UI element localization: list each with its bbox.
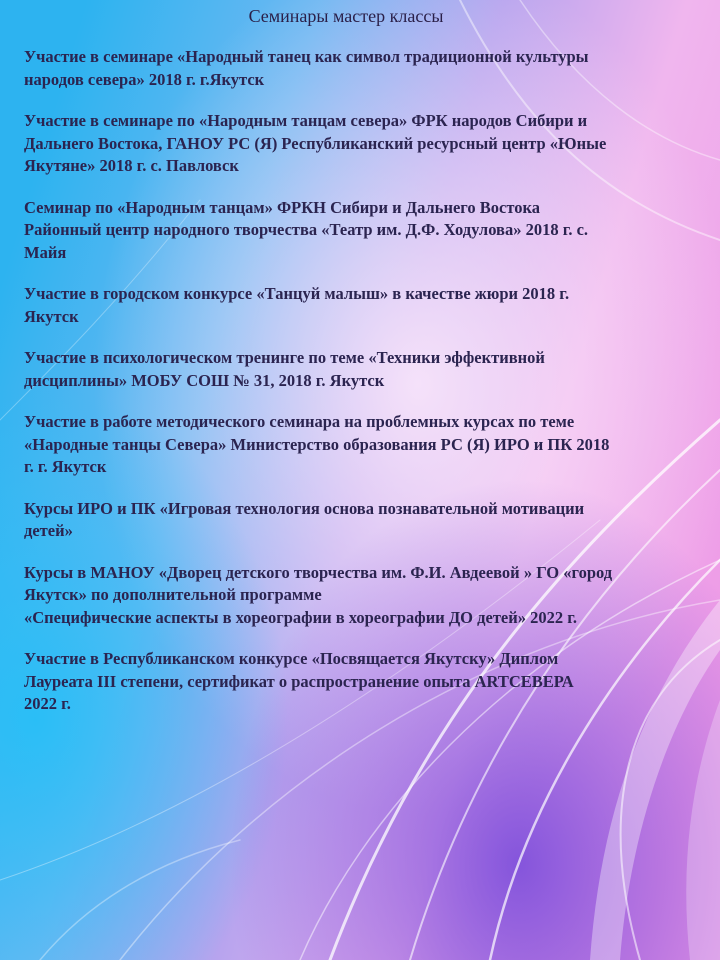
- item-line: «Специфические аспекты в хореографии в хореографии ДО детей» 2022 г.: [24, 607, 578, 627]
- item-line: Участие в семинаре «Народный танец как символ традиционной культуры: [24, 47, 589, 66]
- item-line: дисциплины» МОБУ СОШ № 31, 2018 г. Якутск: [24, 370, 385, 390]
- item-line: Курсы ИРО и ПК «Игровая технология основа познавательной мотивации: [24, 498, 585, 518]
- item-line: Районный центр народного творчества «Театр им. Д.Ф. Ходулова» 2018 г. с.: [24, 220, 589, 239]
- item-line: Якутск: [24, 306, 79, 326]
- item-line: Участие в семинаре по «Народным танцам севера» ФРК народов Сибири и: [24, 111, 588, 130]
- item-line: Участие в Республиканском конкурсе «Посвящается Якутску» Диплом: [24, 649, 559, 668]
- list-item: [24, 562, 696, 630]
- item-line: Якутск» по дополнительной программе: [24, 585, 322, 604]
- item-line: Участие в психологическом тренинге по теме «Техники эффективной: [24, 348, 545, 367]
- item-line: Участие в городском конкурсе «Танцуй малыш» в качестве жюри 2018 г.: [24, 284, 570, 303]
- page-title: Семинары мастер классы: [248, 6, 444, 26]
- item-line: Курсы в МАНОУ «Дворец детского творчества им. Ф.И. Авдеевой » ГО «город: [24, 562, 613, 582]
- list-item: [24, 347, 696, 392]
- item-line: Лауреата III степени, сертификат о распространение опыта ARTСЕВЕРА: [24, 671, 574, 691]
- item-line: Дальнего Востока, ГАНОУ РС (Я) Республиканский ресурсный центр «Юные: [24, 133, 607, 153]
- item-line: Семинар по «Народным танцам» ФРКН Сибири и Дальнего Востока: [24, 197, 540, 217]
- item-line: Участие в работе методического семинара на проблемных курсах по теме: [24, 412, 575, 431]
- item-line: 2022 г.: [24, 694, 71, 713]
- list-item: [24, 283, 696, 328]
- item-line: детей»: [24, 521, 73, 540]
- item-line: народов севера» 2018 г. г.Якутск: [24, 69, 265, 89]
- item-line: г. г. Якутск: [24, 457, 107, 476]
- seminar-list: [24, 46, 696, 735]
- item-line: Якутяне» 2018 г. с. Павловск: [24, 156, 239, 175]
- list-item: [24, 197, 696, 265]
- list-item: [24, 498, 696, 543]
- list-item: [24, 110, 696, 178]
- item-line: «Народные танцы Севера» Министерство образования РС (Я) ИРО и ПК 2018: [24, 434, 610, 454]
- list-item: [24, 46, 696, 91]
- list-item: [24, 411, 696, 479]
- item-line: Майя: [24, 242, 67, 262]
- list-item: [24, 648, 696, 716]
